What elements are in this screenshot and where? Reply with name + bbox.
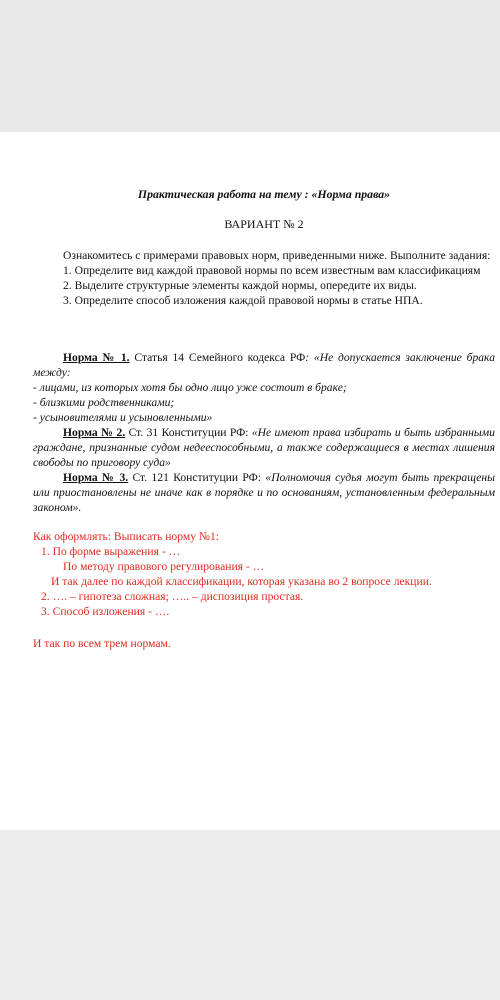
norms-section — [33, 350, 495, 515]
norm-1-item-1: - лицами, из которых хотя бы одно лицо уже состоит в браке; — [33, 381, 347, 394]
norm-1-item-2: - близкими родственниками; — [33, 396, 175, 409]
task-3: 3. Определите способ изложения каждой правовой нормы в статье НПА. — [63, 294, 423, 307]
howto-final: И так по всем трем нормам. — [33, 637, 171, 650]
task-2: 2. Выделите структурные элементы каждой нормы, оперeдите их виды. — [63, 279, 417, 292]
norm-3 — [33, 470, 495, 515]
norm-2-source: Ст. 31 Конституции РФ: — [125, 426, 252, 439]
howto-line-5: 3. Способ изложения - …. — [41, 605, 170, 618]
variant-label: ВАРИАНТ № 2 — [224, 217, 304, 231]
howto-line-1: 1. По форме выражения - … — [41, 545, 181, 558]
norm-2-heading: Норма № 2. — [63, 426, 126, 439]
norm-1-item-3: - усыновителями и усыновленными» — [33, 411, 213, 424]
intro-section — [33, 248, 495, 308]
howto-line-4: 2. …. – гипотеза сложная; ….. – диспозиция простая. — [41, 590, 304, 603]
norm-1-source: Статья 14 Семейного кодекса РФ — [129, 351, 306, 364]
norm-3-text: «Полномочия судья могут быть прекращены или приостановлены не иначе как в порядке и по основаниям, установленным федеральным законом». — [33, 471, 495, 514]
norm-2 — [33, 425, 495, 470]
task-1: 1. Определите вид каждой правовой нормы по всем известным вам классификациям — [63, 264, 481, 277]
howto-line-2: По методу правового регулирования - … — [63, 560, 265, 573]
document-page — [0, 132, 500, 830]
norm-1 — [33, 350, 495, 380]
viewer-background — [0, 830, 500, 1000]
norm-3-heading: Норма № 3. — [63, 471, 129, 484]
howto-line-3: И так далее по каждой классификации, которая указана во 2 вопросе лекции. — [51, 575, 432, 588]
howto-heading: Как оформлять: Выписать норму №1: — [33, 530, 219, 543]
howto-section — [33, 529, 495, 619]
intro-text: Ознакомитесь с примерами правовых норм, приведенными ниже. Выполните задания: — [63, 249, 491, 262]
norm-1-heading: Норма № 1. — [63, 351, 130, 364]
norm-3-source: Ст. 121 Конституции РФ: — [128, 471, 266, 484]
norm-2-text: «Не имеют права избирать и быть избранными граждане, признанные судом недееспособными, а также содержащиеся в местах лишения свободы по приговору суда» — [33, 426, 495, 469]
norm-1-text: : «Не допускается заключение брака между: — [33, 351, 495, 379]
document-title: Практическая работа на тему : «Норма права» — [137, 187, 391, 201]
